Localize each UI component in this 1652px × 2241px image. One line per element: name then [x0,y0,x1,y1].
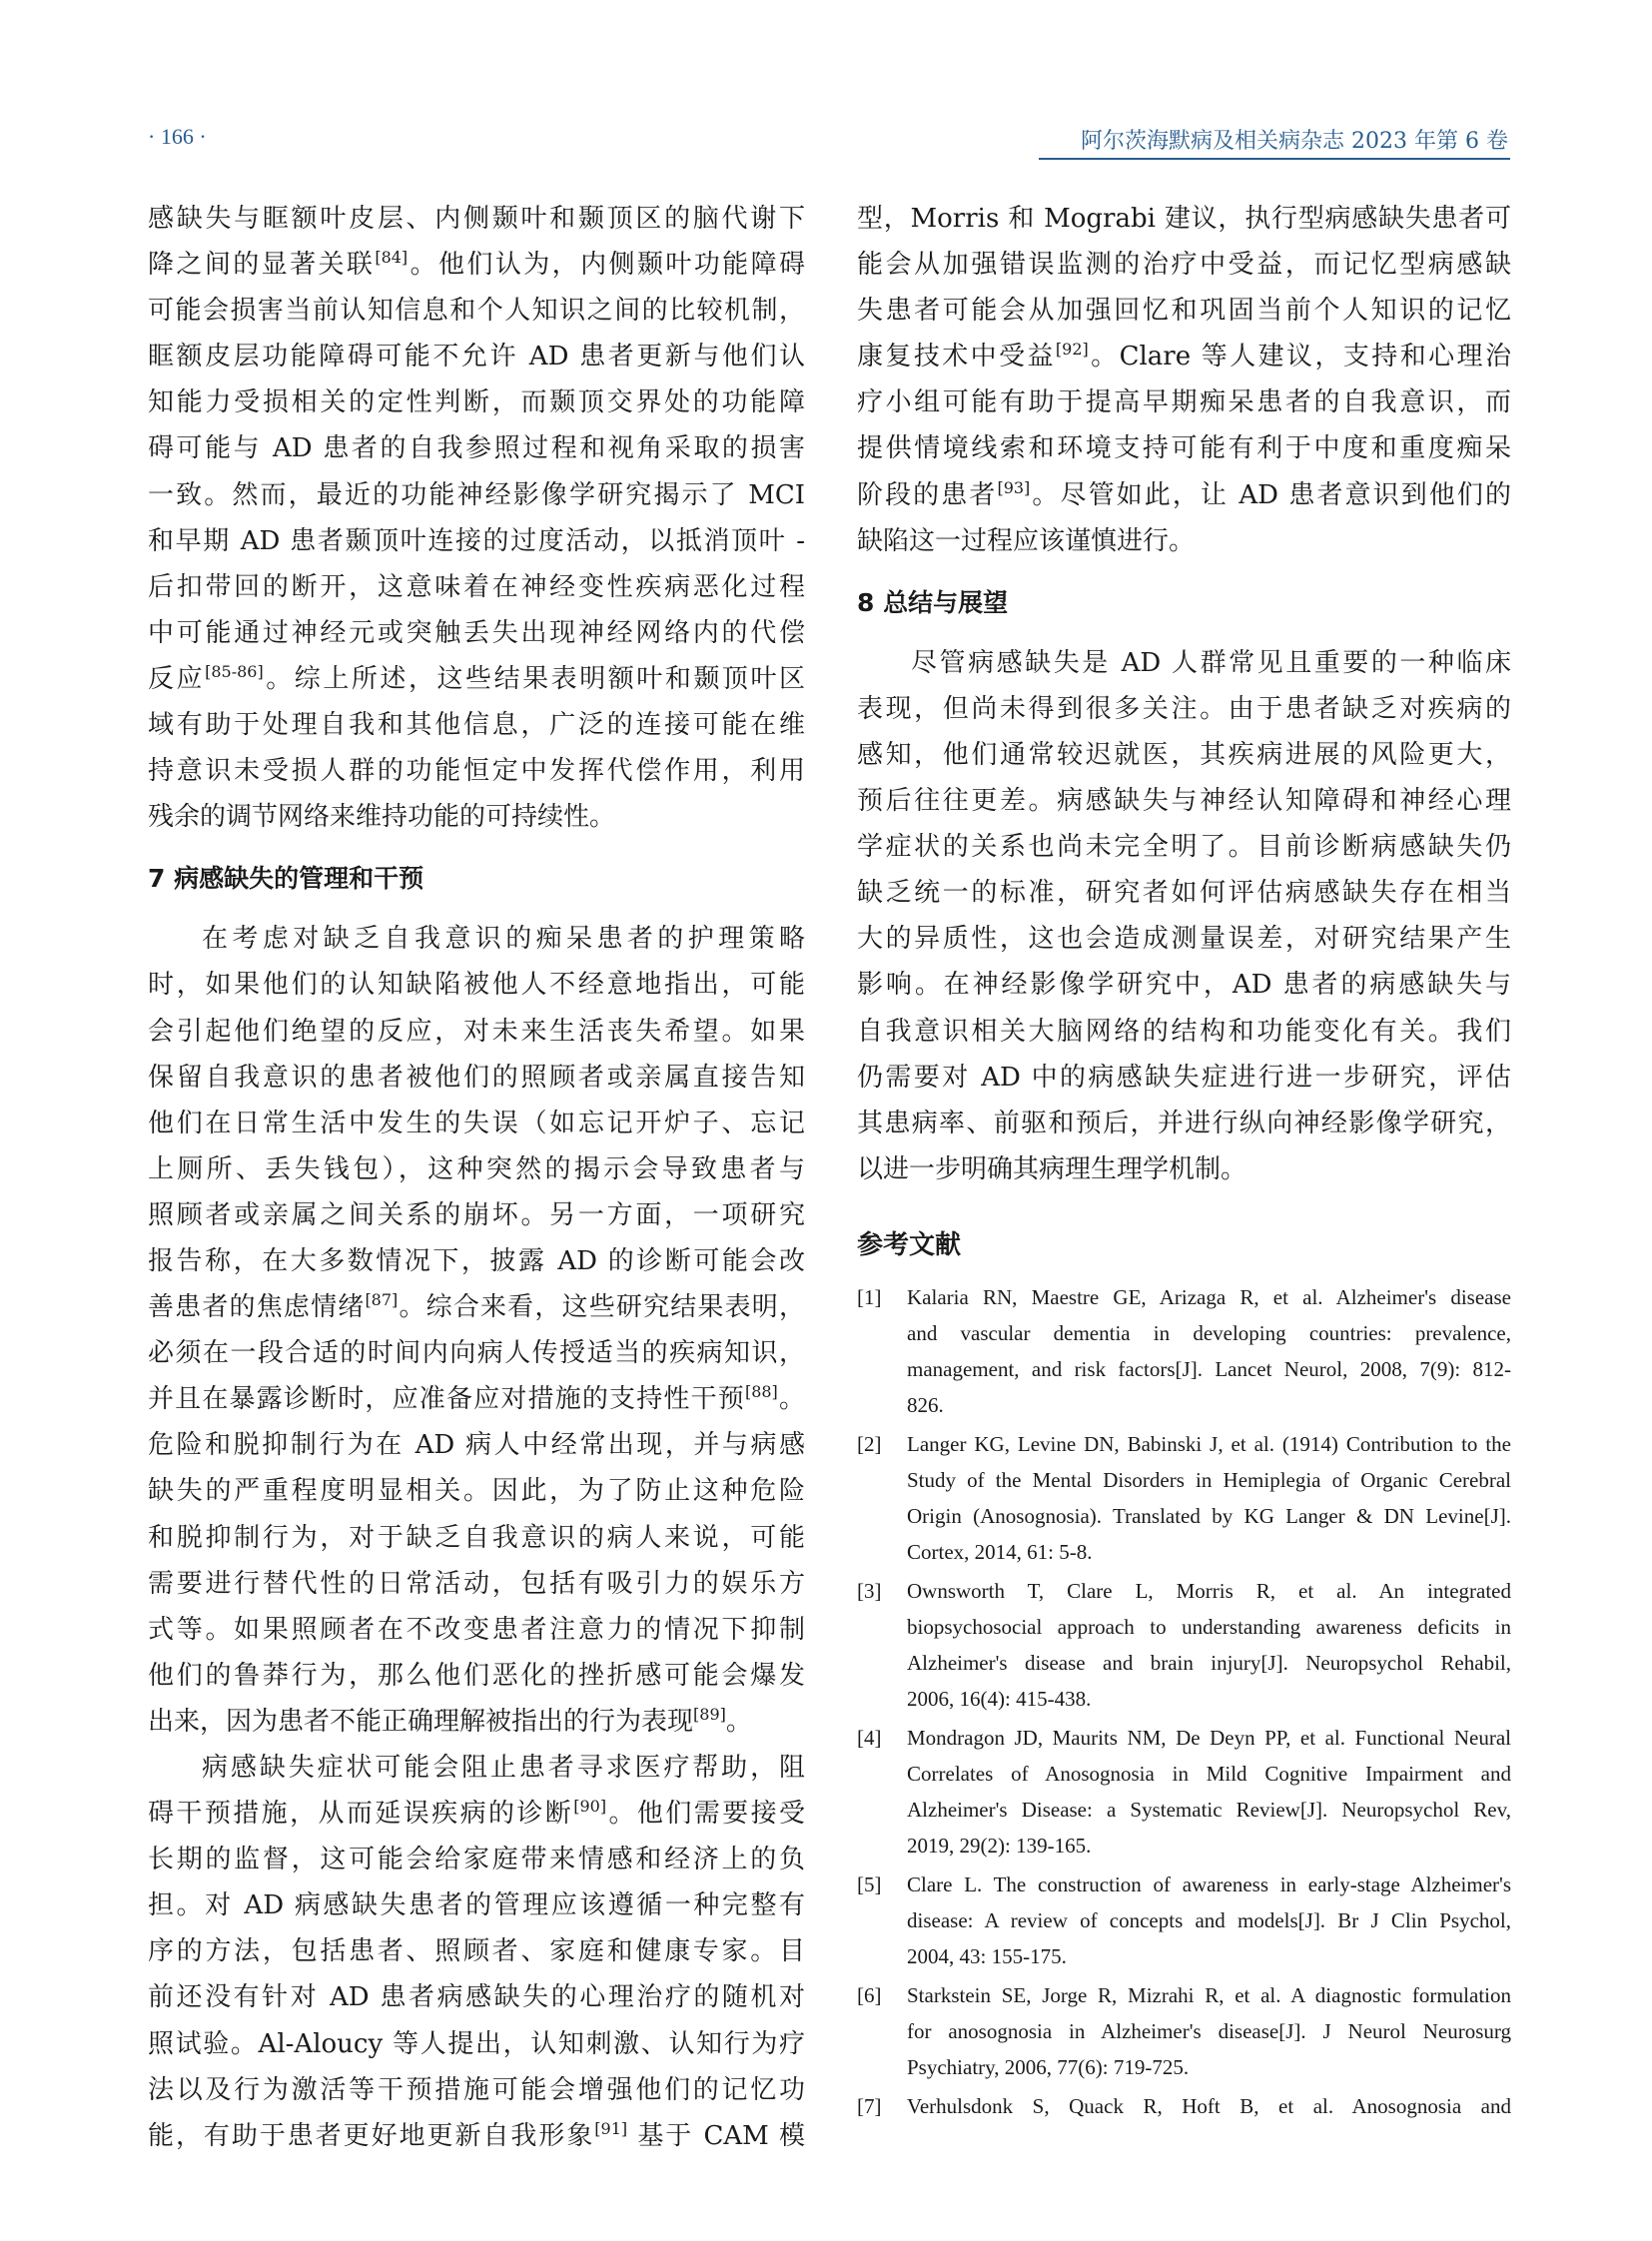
reference-line: 2006, 16(4): 415-438. [907,1686,1092,1711]
text-line: 碍干预措施，从而延误疾病的诊断[90]。他们需要接受 [148,1797,805,1830]
right-column [857,196,1511,2127]
text-line: 失患者可能会从加强回忆和巩固当前个人知识的记忆 [857,296,1511,327]
reference-line: 2004, 43: 155-175. [907,1943,1067,1968]
reference-number: [1] [857,1284,882,1309]
text-line: 以进一步明确其病理生理学机制。 [857,1153,1247,1184]
reference-line: biopsychosocial approach to understanding awareness deficits in [907,1614,1511,1639]
text-line: 预后往往更差。病感缺失与神经认知障碍和神经心理 [857,786,1511,817]
text-line: 他们在日常生活中发生的失误（如忘记开炉子、忘记 [148,1108,805,1138]
reference-item [857,1867,1511,1974]
text-line: 自我意识相关大脑网络的结构和功能变化有关。我们 [857,1016,1511,1047]
text-line: 学症状的关系也尚未完全明了。目前诊断病感缺失仍 [857,832,1511,863]
paragraph [148,916,805,1745]
text-line: 仍需要对 AD 中的病感缺失症进行进一步研究，评估 [857,1062,1511,1093]
reference-line: Alzheimer's disease and brain injury[J]. Neuropsychol Rehabil, [907,1650,1511,1675]
citation: [93] [997,477,1031,497]
section-heading-8: 8 总结与展望 [857,587,1009,617]
text-line: 碍可能与 AD 患者的自我参照过程和视角采取的损害 [148,433,805,464]
text-line: 法以及行为激活等干预措施可能会增强他们的记忆功 [148,2074,805,2105]
text-line: 残余的调节网络来维持功能的可持续性。 [148,802,616,833]
reference-line: and vascular dementia in developing countries: prevalence, [907,1320,1511,1345]
text-line: 善患者的焦虑情绪[87]。综合来看，这些研究结果表明， [148,1290,805,1323]
text-line: 会引起他们绝望的反应，对未来生活丧失希望。如果 [148,1016,805,1047]
text-line: 需要进行替代性的日常活动，包括有吸引力的娱乐方 [148,1568,805,1599]
paragraph [857,196,1511,564]
reference-line: Verhulsdonk S, Quack R, Hoft B, et al. Anosognosia and [907,2093,1511,2118]
text-line: 可能会损害当前认知信息和个人知识之间的比较机制， [148,296,805,327]
reference-number: [6] [857,1982,882,2007]
text-line: 中可能通过神经元或突触丢失出现神经网络内的代偿 [148,617,805,648]
text-line: 表现，但尚未得到很多关注。由于患者缺乏对疾病的 [857,693,1511,724]
reference-line: Starkstein SE, Jorge R, Mizrahi R, et al. A diagnostic formulation [907,1982,1511,2007]
text-line: 长期的监督，这可能会给家庭带来情感和经济上的负 [148,1845,805,1875]
reference-number: [7] [857,2093,882,2118]
reference-item [857,1573,1511,1717]
reference-item [857,1279,1511,1423]
citation: [90] [573,1797,607,1817]
reference-line: Cortex, 2014, 61: 5-8. [907,1539,1093,1564]
reference-number: [3] [857,1578,882,1603]
text-line: 知能力受损相关的定性判断，而颞顶交界处的功能障 [148,387,805,418]
text-line: 担。对 AD 病感缺失患者的管理应该遵循一种完整有 [148,1890,805,1921]
text-line: 反应[85-86]。综上所述，这些结果表明额叶和颞顶叶区 [148,661,805,694]
text-line: 前还没有针对 AD 患者病感缺失的心理治疗的随机对 [148,1982,805,2013]
reference-item [857,1426,1511,1570]
reference-number: [4] [857,1725,882,1750]
reference-line: Psychiatry, 2006, 77(6): 719-725. [907,2054,1190,2079]
text-line: 型，Morris 和 Mograbi 建议，执行型病感缺失患者可 [857,204,1511,234]
text-line: 保留自我意识的患者被他们的照顾者或亲属直接告知 [148,1062,805,1093]
text-line: 报告称，在大多数情况下，披露 AD 的诊断可能会改 [148,1245,805,1276]
text-line: 降之间的显著关联[84]。他们认为，内侧颞叶功能障碍 [148,248,805,281]
reference-line: Clare L. The construction of awareness in early-stage Alzheimer's [907,1871,1511,1896]
text-line: 尽管病感缺失是 AD 人群常见且重要的一种临床 [911,647,1511,678]
reference-item [857,1720,1511,1864]
header-rule [1039,158,1510,160]
text-line: 能，有助于患者更好地更新自我形象[91] 基于 CAM 模 [148,2118,805,2151]
text-line: 照试验。Al-Aloucy 等人提出，认知刺激、认知行为疗 [148,2028,805,2059]
text-line: 时，如果他们的认知缺陷被他人不经意地指出，可能 [148,970,805,1001]
text-line: 式等。如果照顾者在不改变患者注意力的情况下抑制 [148,1614,805,1645]
citation: [84] [375,248,409,268]
text-line: 康复技术中受益[92]。Clare 等人建议，支持和心理治 [857,340,1511,373]
text-line: 出来，因为患者不能正确理解被指出的行为表现[89]。 [148,1704,752,1737]
section-heading-7: 7 病感缺失的管理和干预 [148,864,424,894]
text-line: 域有助于处理自我和其他信息，广泛的连接可能在维 [148,710,805,741]
text-line: 一致。然而，最近的功能神经影像学研究揭示了 MCI [148,479,805,510]
reference-number: [2] [857,1431,882,1456]
reference-line: management, and risk factors[J]. Lancet Neurol, 2008, 7(9): 812- [907,1356,1511,1381]
reference-line: 826. [907,1392,944,1417]
text-line: 在考虑对缺乏自我意识的痴呆患者的护理策略 [202,924,805,955]
text-line: 并且在暴露诊断时，应准备应对措施的支持性干预[88]。 [148,1382,805,1415]
reference-line: Langer KG, Levine DN, Babinski J, et al. (1914) Contribution to the [907,1431,1511,1456]
reference-line: for anosognosia in Alzheimer's disease[J]. J Neurol Neurosurg [907,2018,1511,2043]
page-number: · 166 · [148,124,207,149]
reference-line: disease: A review of concepts and models[J]. Br J Clin Psychol, [907,1907,1511,1932]
text-line: 缺陷这一过程应该谨慎进行。 [857,525,1196,556]
citation: [92] [1055,340,1089,360]
paragraph [148,1745,805,2159]
reference-number: [5] [857,1871,882,1896]
text-line: 后扣带回的断开，这意味着在神经变性疾病恶化过程 [148,571,805,602]
references-heading: 参考文献 [857,1229,962,1260]
reference-line: 2019, 29(2): 139-165. [907,1833,1092,1858]
reference-line: Study of the Mental Disorders in Hemiplegia of Organic Cerebral [907,1467,1511,1492]
text-line: 照顾者或亲属之间关系的崩坏。另一方面，一项研究 [148,1199,805,1230]
reference-list [857,1279,1511,2124]
text-line: 和早期 AD 患者颞顶叶连接的过度活动，以抵消顶叶 - [148,525,805,556]
text-line: 必须在一段合适的时间内向病人传授适当的疾病知识， [148,1338,805,1369]
text-line: 影响。在神经影像学研究中，AD 患者的病感缺失与 [857,970,1511,1001]
text-line: 序的方法，包括患者、照顾者、家庭和健康专家。目 [148,1936,805,1967]
reference-item [857,1977,1511,2085]
text-line: 他们的鲁莽行为，那么他们恶化的挫折感可能会爆发 [148,1660,805,1691]
text-line: 上厕所、丢失钱包），这种突然的揭示会导致患者与 [148,1153,805,1184]
text-line: 缺乏统一的标准，研究者如何评估病感缺失存在相当 [857,878,1511,909]
text-line: 病感缺失症状可能会阻止患者寻求医疗帮助，阻 [202,1753,805,1783]
text-line: 感缺失与眶额叶皮层、内侧颞叶和颞顶区的脑代谢下 [148,204,805,234]
left-column [148,196,805,2159]
reference-item [857,2088,1511,2124]
citation: [87] [365,1290,399,1310]
text-line: 和脱抑制行为，对于缺乏自我意识的病人来说，可能 [148,1522,805,1553]
reference-line: Origin (Anosognosia). Translated by KG Langer & DN Levine[J]. [907,1503,1511,1528]
text-line: 危险和脱抑制行为在 AD 病人中经常出现，并与病感 [148,1430,805,1461]
paragraph [857,640,1511,1192]
reference-line: Kalaria RN, Maestre GE, Arizaga R, et al. Alzheimer's disease [907,1284,1511,1309]
running-header [148,124,1508,160]
text-line: 持意识未受损人群的功能恒定中发挥代偿作用，利用 [148,756,805,787]
citation: [88] [744,1382,778,1402]
citation: [85-86] [205,661,264,681]
text-line: 疗小组可能有助于提高早期痴呆患者的自我意识，而 [857,387,1511,418]
citation: [89] [693,1704,726,1724]
text-line: 其患病率、前驱和预后，并进行纵向神经影像学研究， [857,1108,1511,1138]
citation: [91] [594,2118,628,2138]
reference-line: Mondragon JD, Maurits NM, De Deyn PP, et al. Functional Neural [907,1725,1511,1750]
text-line: 能会从加强错误监测的治疗中受益，而记忆型病感缺 [857,250,1511,281]
text-line: 阶段的患者[93]。尽管如此，让 AD 患者意识到他们的 [857,477,1511,510]
text-line: 提供情境线索和环境支持可能有利于中度和重度痴呆 [857,433,1511,464]
reference-line: Alzheimer's Disease: a Systematic Review[J]. Neuropsychol Rev, [907,1797,1511,1822]
text-line: 缺失的严重程度明显相关。因此，为了防止这种危险 [148,1476,805,1507]
text-line: 感知，他们通常较迟就医，其疾病进展的风险更大， [857,739,1511,770]
reference-line: Correlates of Anosognosia in Mild Cognitive Impairment and [907,1761,1511,1786]
journal-title: 阿尔茨海默病及相关病杂志 2023 年第 6 卷 [1081,129,1508,154]
text-line: 眶额皮层功能障碍可能不允许 AD 患者更新与他们认 [148,342,805,373]
reference-line: Ownsworth T, Clare L, Morris R, et al. An integrated [907,1578,1511,1603]
paragraph [148,196,805,840]
text-line: 大的异质性，这也会造成测量误差，对研究结果产生 [857,924,1511,955]
